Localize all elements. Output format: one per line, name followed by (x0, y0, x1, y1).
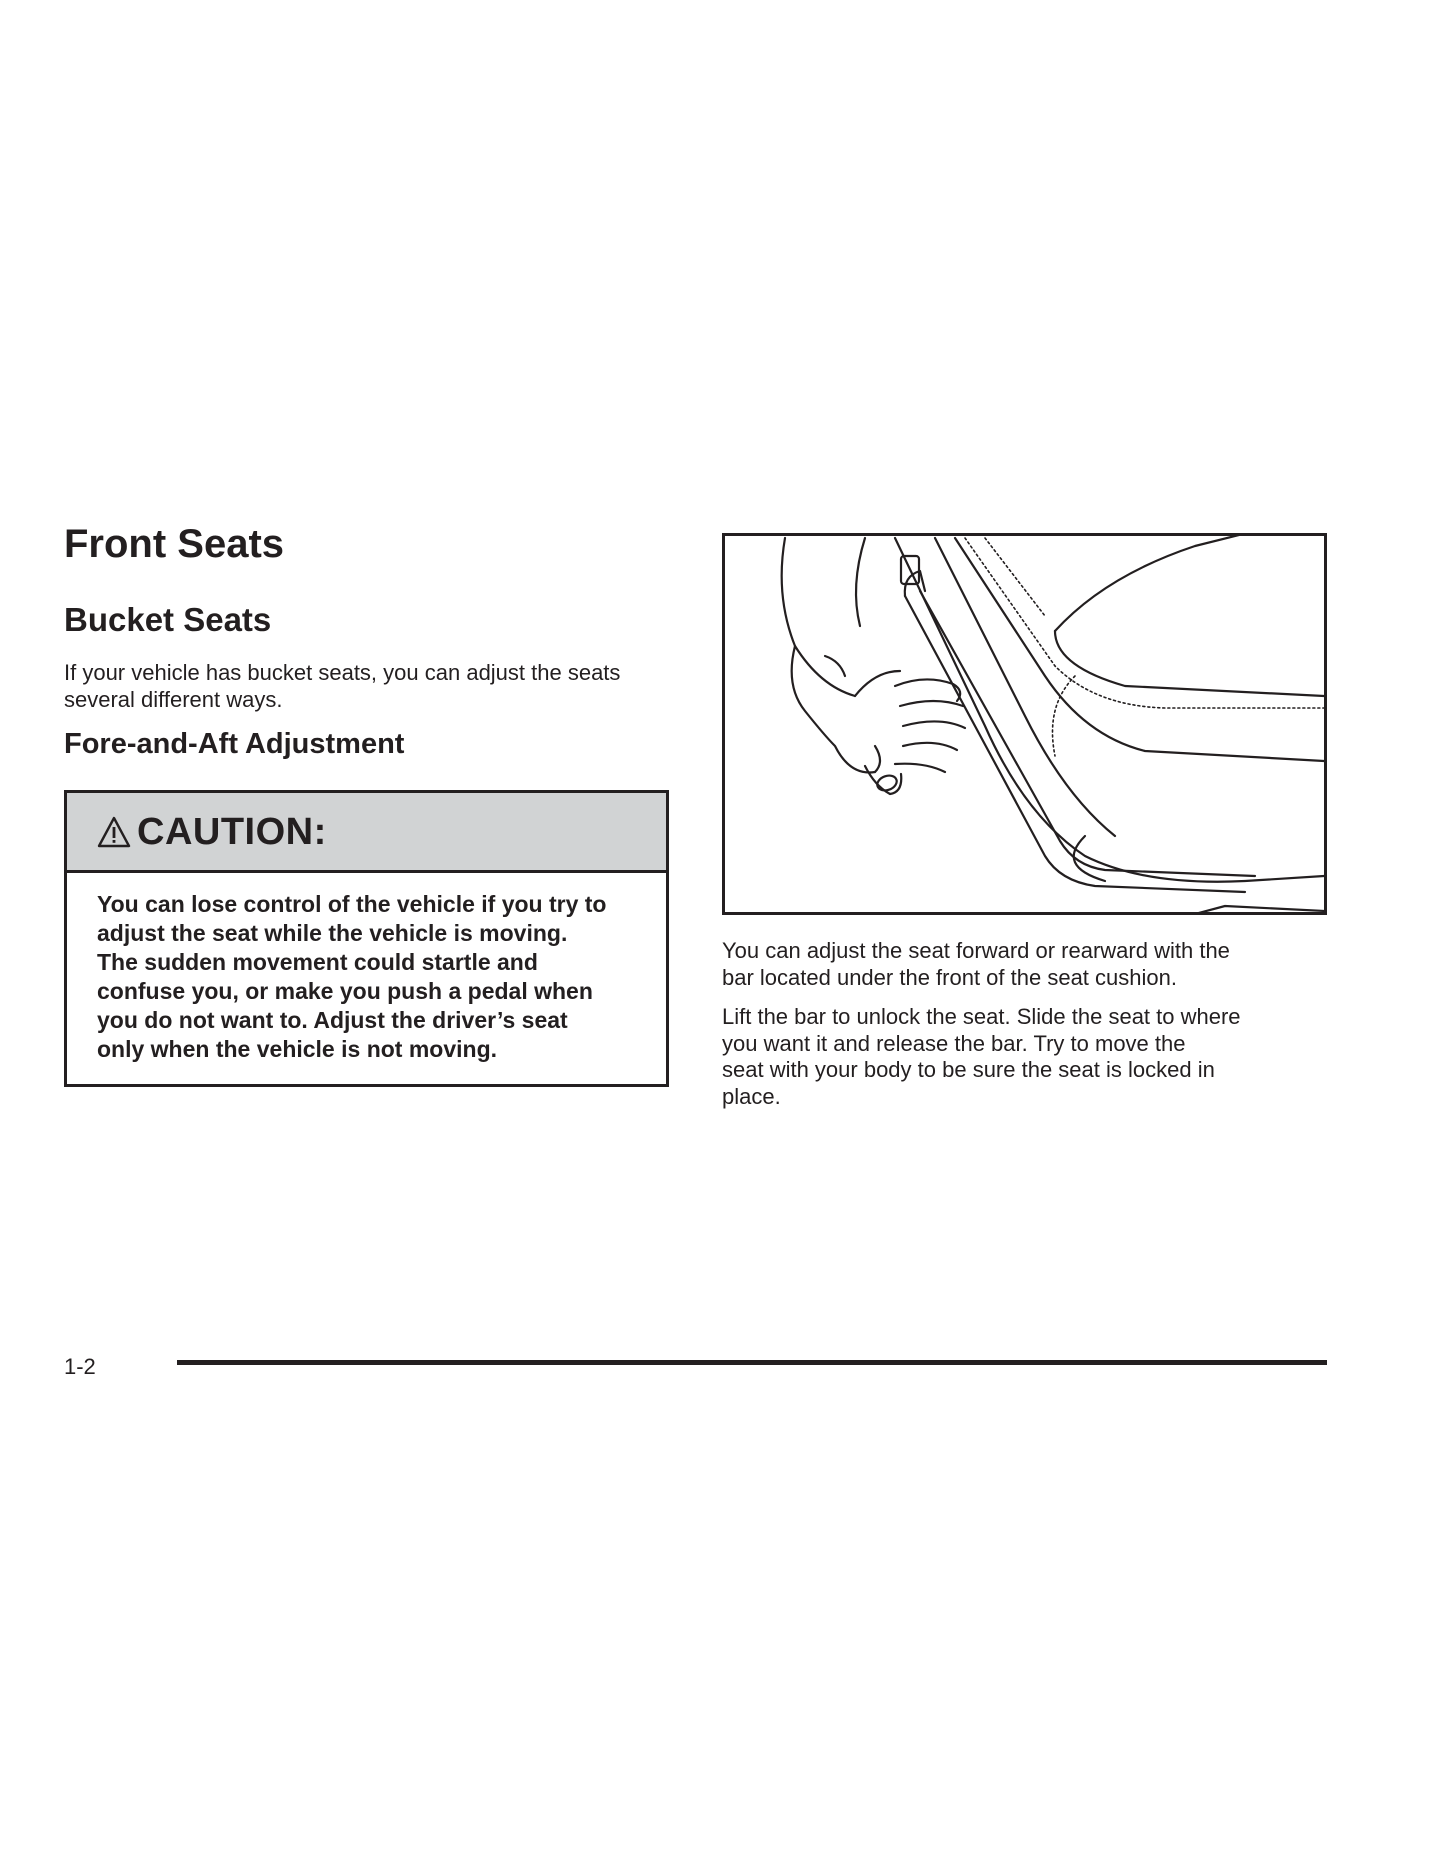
caution-title: CAUTION: (137, 810, 327, 853)
paragraph-line: place. (722, 1083, 781, 1109)
warning-triangle-icon (97, 816, 131, 848)
caution-line: You can lose control of the vehicle if you try to (97, 891, 607, 917)
section-subtitle: Bucket Seats (64, 601, 272, 638)
intro-paragraph: If your vehicle has bucket seats, you can adjust the seats several different ways. (64, 660, 621, 712)
footer-rule (177, 1360, 1327, 1365)
caution-box (64, 790, 669, 1087)
page-number: 1-2 (64, 1354, 96, 1379)
paragraph-line: You can adjust the seat forward or rearward with the (722, 938, 1230, 963)
paragraph-line: you want it and release the bar. Try to move the (722, 1030, 1186, 1056)
caution-line: The sudden movement could startle and (97, 949, 538, 975)
caution-line: confuse you, or make you push a pedal when (97, 978, 593, 1004)
caution-text (67, 873, 666, 1064)
paragraph-line: seat with your body to be sure the seat is locked in (722, 1057, 1215, 1082)
caution-header (67, 793, 666, 873)
paragraph-line: Lift the bar to unlock the seat. Slide the seat to where (722, 1004, 1241, 1029)
seat-adjust-paragraph (722, 938, 1230, 991)
seat-adjustment-bar-illustration (725, 536, 1324, 912)
paragraph-line: bar located under the front of the seat cushion. (722, 964, 1177, 990)
caution-line: only when the vehicle is not moving. (97, 1036, 498, 1062)
page-title: Front Seats (64, 522, 285, 566)
caution-line: adjust the seat while the vehicle is moving. (97, 920, 568, 946)
seat-bar-illustration (722, 533, 1327, 915)
unlock-instructions-paragraph (722, 1004, 1241, 1110)
adjustment-heading: Fore-and-Aft Adjustment (64, 728, 405, 760)
caution-line: you do not want to. Adjust the driver’s seat (97, 1007, 568, 1033)
